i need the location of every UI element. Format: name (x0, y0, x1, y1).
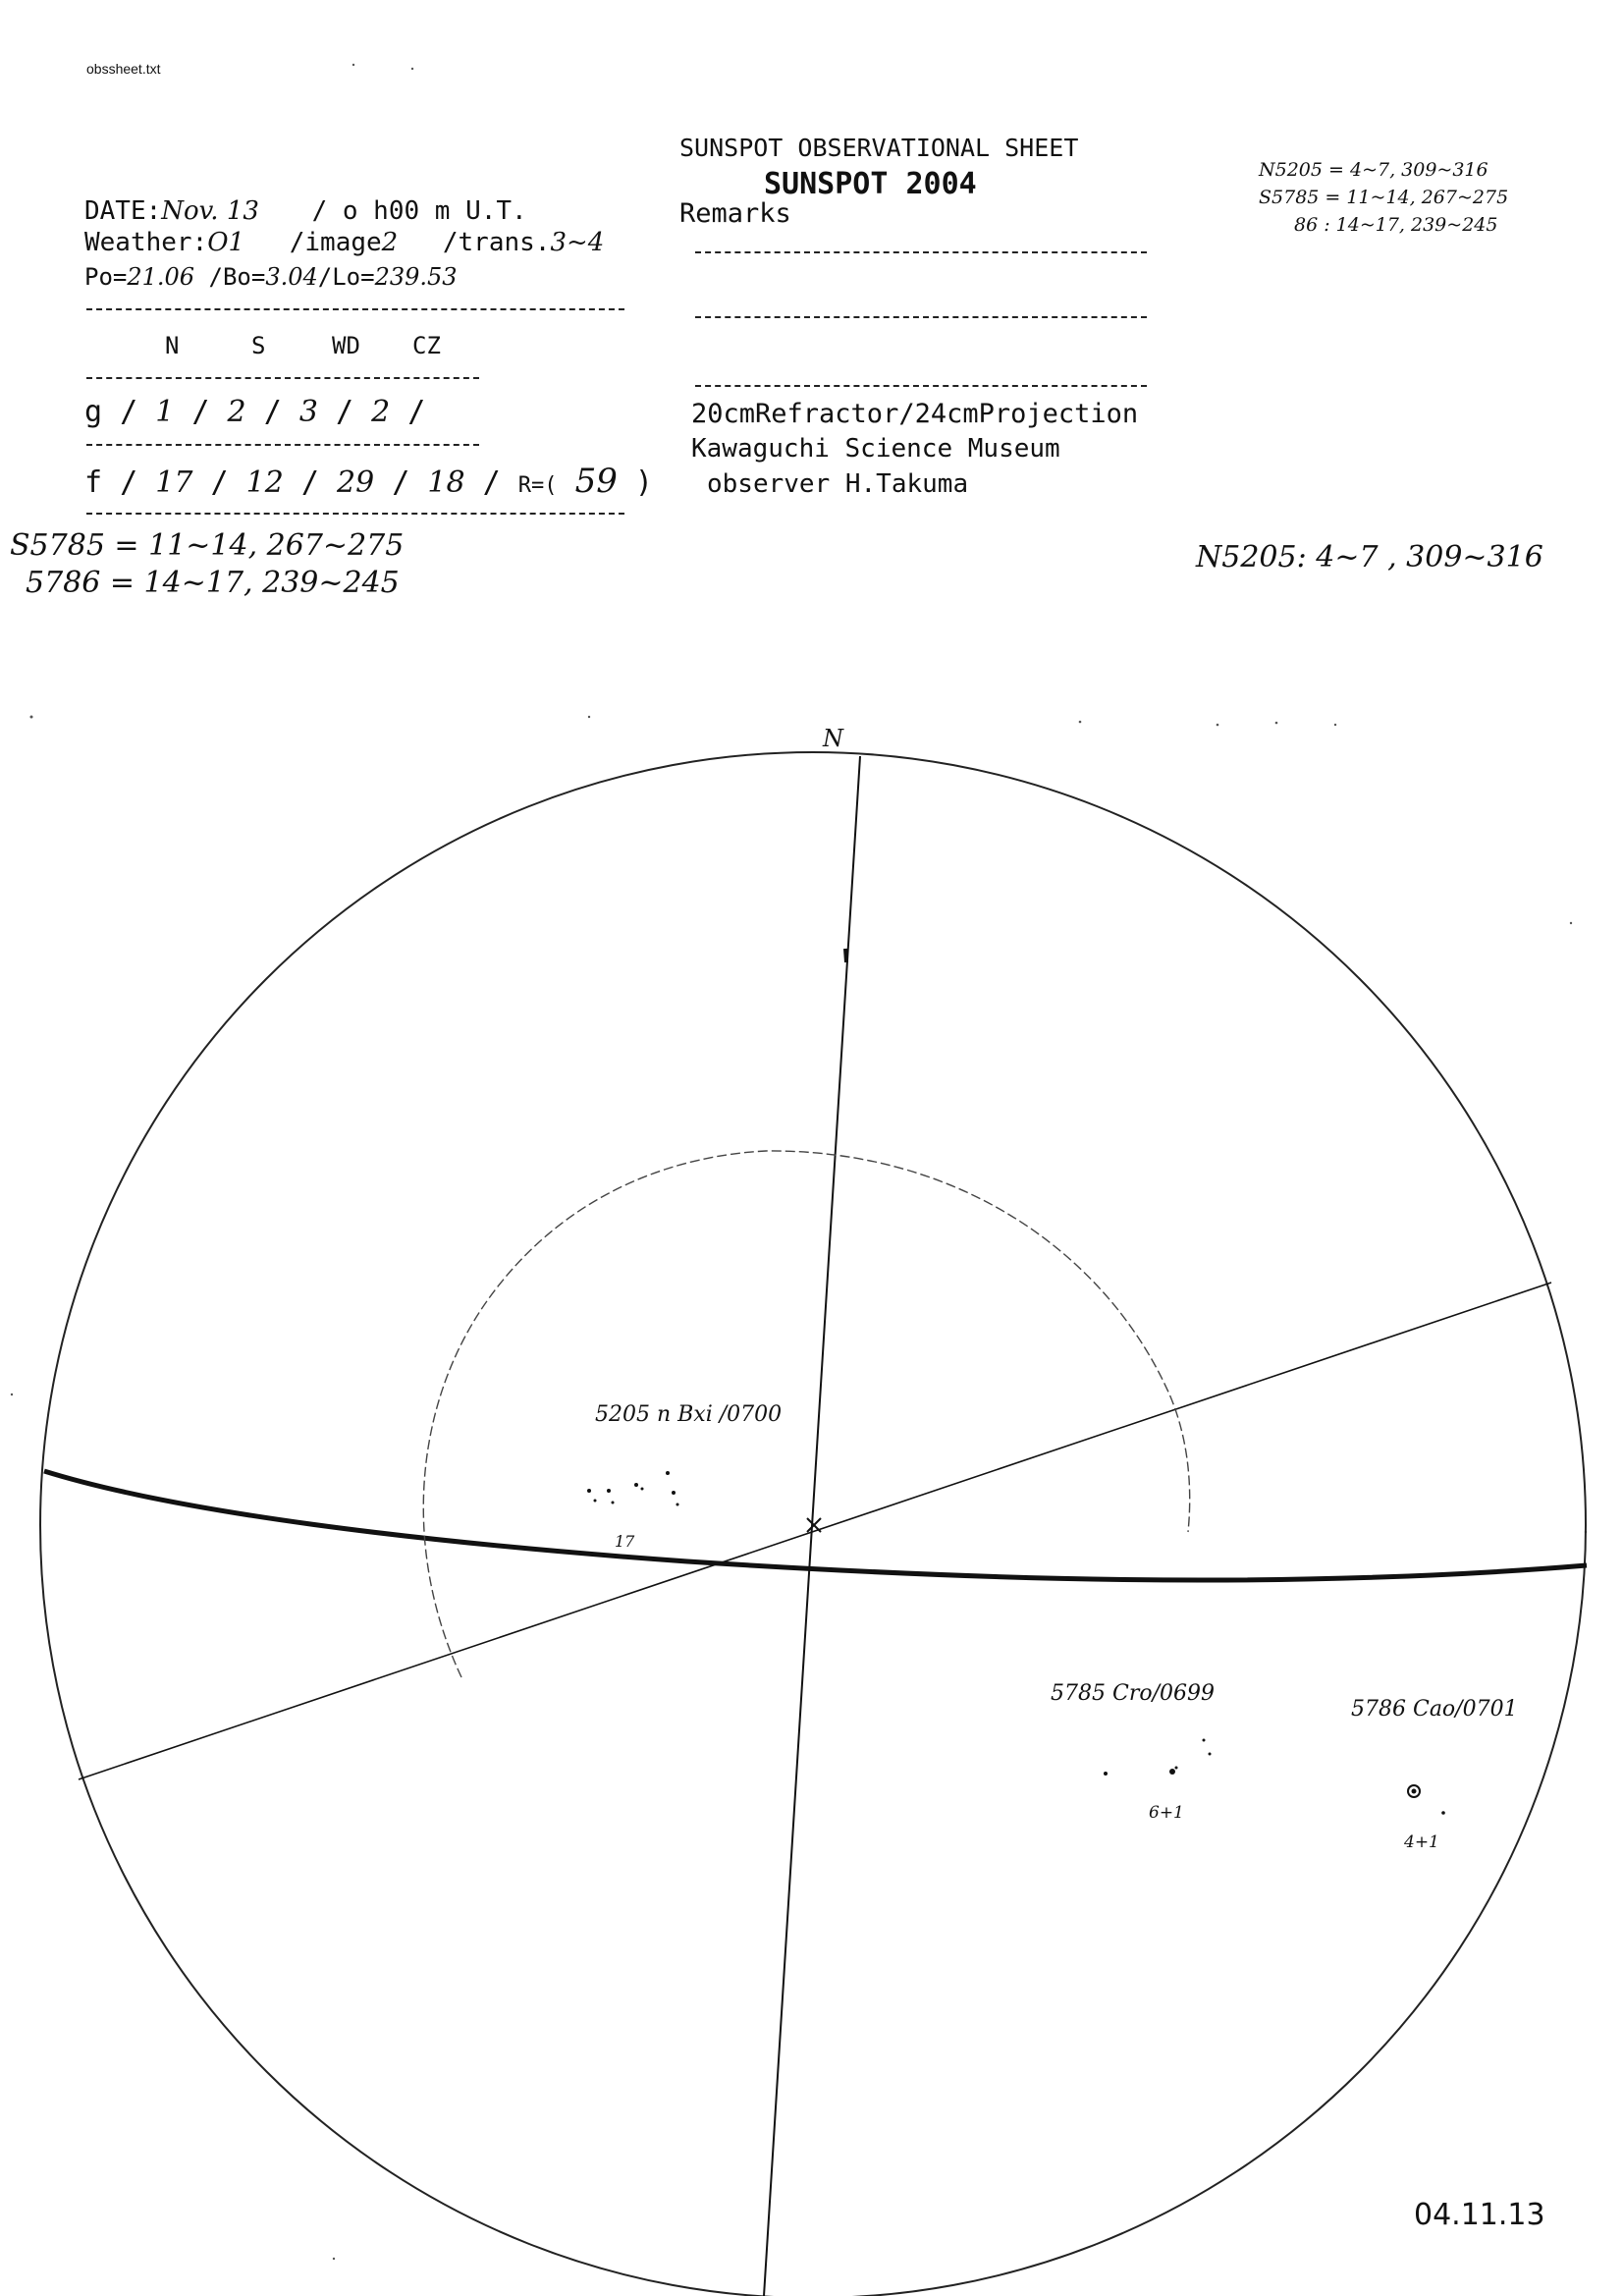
l-label: /Lo= (317, 263, 375, 291)
col-n: N (165, 332, 180, 359)
sheet-title: SUNSPOT OBSERVATIONAL SHEET (679, 134, 1079, 162)
axis-tick (845, 949, 846, 962)
image-value: 2 (381, 228, 399, 257)
f-n: 17 (155, 465, 193, 500)
image-label: /image (289, 228, 382, 257)
note-left-1: S5785 = 11~14, 267~275 (10, 528, 405, 563)
ew-axis-line (79, 1283, 1551, 1779)
date-label: DATE: (84, 196, 162, 226)
f-row: f / 17 / 12 / 29 / 18 / R=( 59 ) (84, 462, 653, 501)
date-value: Nov. 13 (161, 196, 259, 226)
r-label: R=( (517, 473, 558, 498)
file-name: obssheet.txt (86, 61, 161, 77)
sheet-subtitle: SUNSPOT 2004 (764, 167, 977, 201)
group-label-5786: 5786 Cao/0701 (1351, 1697, 1518, 1722)
north-label: N (823, 725, 843, 752)
g-wd: 3 (298, 395, 318, 429)
l-value: 239.53 (374, 263, 458, 291)
g-s: 2 (227, 395, 246, 429)
spots-5785 (1104, 1739, 1212, 1777)
instrument-line-2: Kawaguchi Science Museum (691, 434, 1060, 464)
g-label: g (84, 395, 103, 429)
b-value: 3.04 (265, 263, 318, 291)
spots-5786 (1408, 1785, 1445, 1815)
p-label: Po= (84, 263, 128, 291)
disk-center-mark (807, 1518, 821, 1532)
instrument-line-1: 20cmRefractor/24cmProjection (691, 399, 1139, 429)
corner-date: 04.11.13 (1414, 2198, 1545, 2232)
f-cz: 18 (427, 465, 465, 500)
col-s: S (251, 332, 266, 359)
f-s: 12 (245, 465, 284, 500)
trans-value: 3~4 (550, 228, 605, 257)
note-top-right-3: 86 : 14~17, 239~245 (1294, 214, 1498, 236)
group-count-5785: 6+1 (1149, 1803, 1184, 1823)
b-label: /Bo= (208, 263, 266, 291)
r-close: ) (634, 465, 653, 500)
note-top-right-2: S5785 = 11~14, 267~275 (1259, 187, 1509, 208)
group-count-5205: 17 (615, 1532, 635, 1551)
r-value: 59 (574, 462, 618, 501)
weather-value: O1 (207, 228, 245, 257)
remarks-label: Remarks (679, 198, 791, 229)
observer-line: observer H.Takuma (707, 469, 969, 499)
group-label-5205: 5205 n Bxi /0700 (595, 1402, 783, 1427)
spots-5205 (587, 1471, 679, 1506)
f-wd: 29 (337, 465, 375, 500)
note-top-right-1: N5205 = 4~7, 309~316 (1259, 159, 1488, 181)
note-left-2: 5786 = 14~17, 239~245 (26, 566, 400, 600)
time-sep: / (311, 196, 328, 226)
col-wd: WD (332, 332, 360, 359)
scan-speckles (11, 64, 1587, 2260)
g-n: 1 (155, 395, 175, 429)
f-label: f (84, 465, 103, 500)
g-cz: 2 (371, 395, 391, 429)
group-count-5786: 4+1 (1404, 1832, 1439, 1852)
time-value: o h00 m U.T. (342, 196, 527, 226)
trans-label: /trans. (442, 228, 551, 257)
note-right: N5205: 4~7 , 309~316 (1196, 540, 1543, 574)
group-label-5785: 5785 Cro/0699 (1051, 1681, 1215, 1706)
g-row: g / 1 / 2 / 3 / 2 / (84, 395, 426, 429)
weather-label: Weather: (84, 228, 208, 257)
p-value: 21.06 (127, 263, 195, 291)
col-cz: CZ (412, 332, 441, 359)
